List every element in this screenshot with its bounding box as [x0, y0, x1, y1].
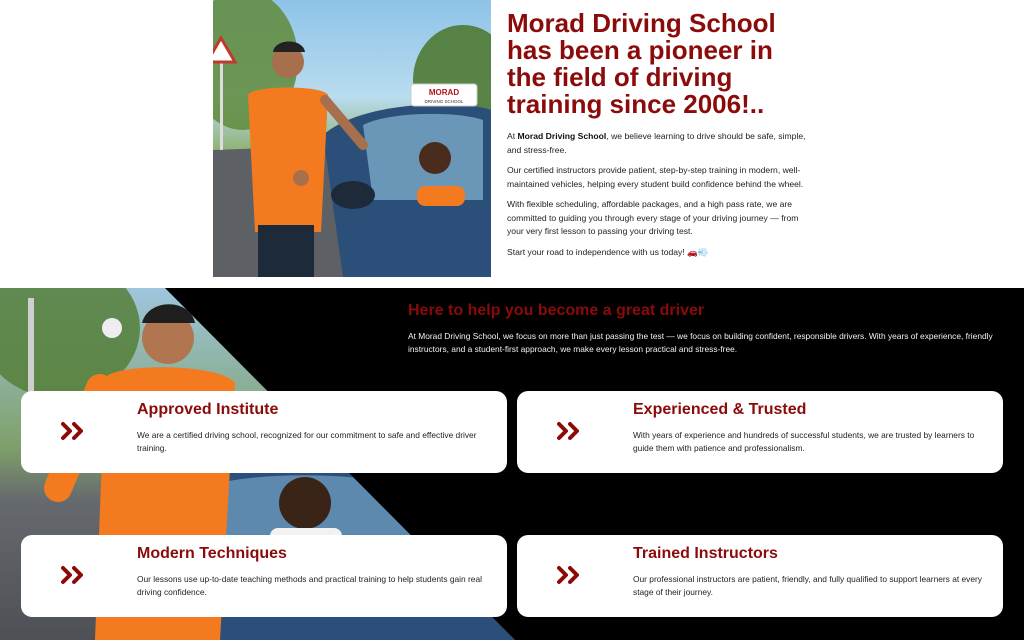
brand-name: Morad Driving School — [517, 131, 607, 141]
help-text: At Morad Driving School, we focus on more than just passing the test — we focus on building confident, responsible drivers. With years of experience, friendly instructors, and a student-first approach, we make every lesson practical and stress-free. — [408, 331, 993, 354]
intro-paragraph-1: At Morad Driving School, we believe learning to drive should be safe, simple, and stress-free. — [507, 131, 806, 155]
intro-heading: Morad Driving School has been a pioneer in the field of driving training since 2006!.. — [507, 8, 776, 119]
hero-photo — [213, 0, 491, 277]
feature-text: Our lessons use up-to-date teaching methods and practical training to help students gain real driving confidence. — [137, 574, 482, 597]
feature-text: With years of experience and hundreds of successful students, we are trusted by learners to guide them with patience and professionalism. — [633, 430, 975, 453]
feature-text: Our professional instructors are patient, friendly, and fully qualified to support learners at every stage of their journey. — [633, 574, 982, 597]
double-chevron-right-icon — [557, 421, 581, 441]
intro-paragraph-3: With flexible scheduling, affordable packages, and a high pass rate, we are committed to guiding you through every stage of your driving journey — from your very first lesson to passing your driving test. — [507, 199, 799, 236]
roof-sign-brand: MORAD — [428, 88, 460, 97]
intro-paragraph-4: Start your road to independence with us today! 🚗💨 — [507, 246, 709, 257]
double-chevron-right-icon — [61, 565, 85, 585]
feature-card-trained-instructors — [517, 535, 1003, 617]
help-heading: Here to help you become a great driver — [408, 302, 705, 319]
feature-title: Trained Instructors — [633, 545, 778, 562]
feature-title: Approved Institute — [137, 401, 279, 418]
double-chevron-right-icon — [557, 565, 581, 585]
roof-sign-text: DRIVING SCHOOL — [424, 99, 464, 104]
intro-block — [507, 10, 807, 266]
features-section — [0, 288, 1024, 640]
feature-card-experienced-trusted — [517, 391, 1003, 473]
double-chevron-right-icon — [61, 421, 85, 441]
intro-paragraph-2: Our certified instructors provide patient, step-by-step training in modern, well-maintained vehicles, helping every student build confidence behind the wheel. — [507, 165, 804, 189]
feature-card-approved-institute — [21, 391, 507, 473]
help-block — [408, 302, 998, 356]
about-section — [0, 0, 1024, 288]
feature-text: We are a certified driving school, recognized for our commitment to safe and effective driver training. — [137, 430, 477, 453]
feature-title: Experienced & Trusted — [633, 401, 807, 418]
feature-card-modern-techniques — [21, 535, 507, 617]
feature-title: Modern Techniques — [137, 545, 287, 562]
